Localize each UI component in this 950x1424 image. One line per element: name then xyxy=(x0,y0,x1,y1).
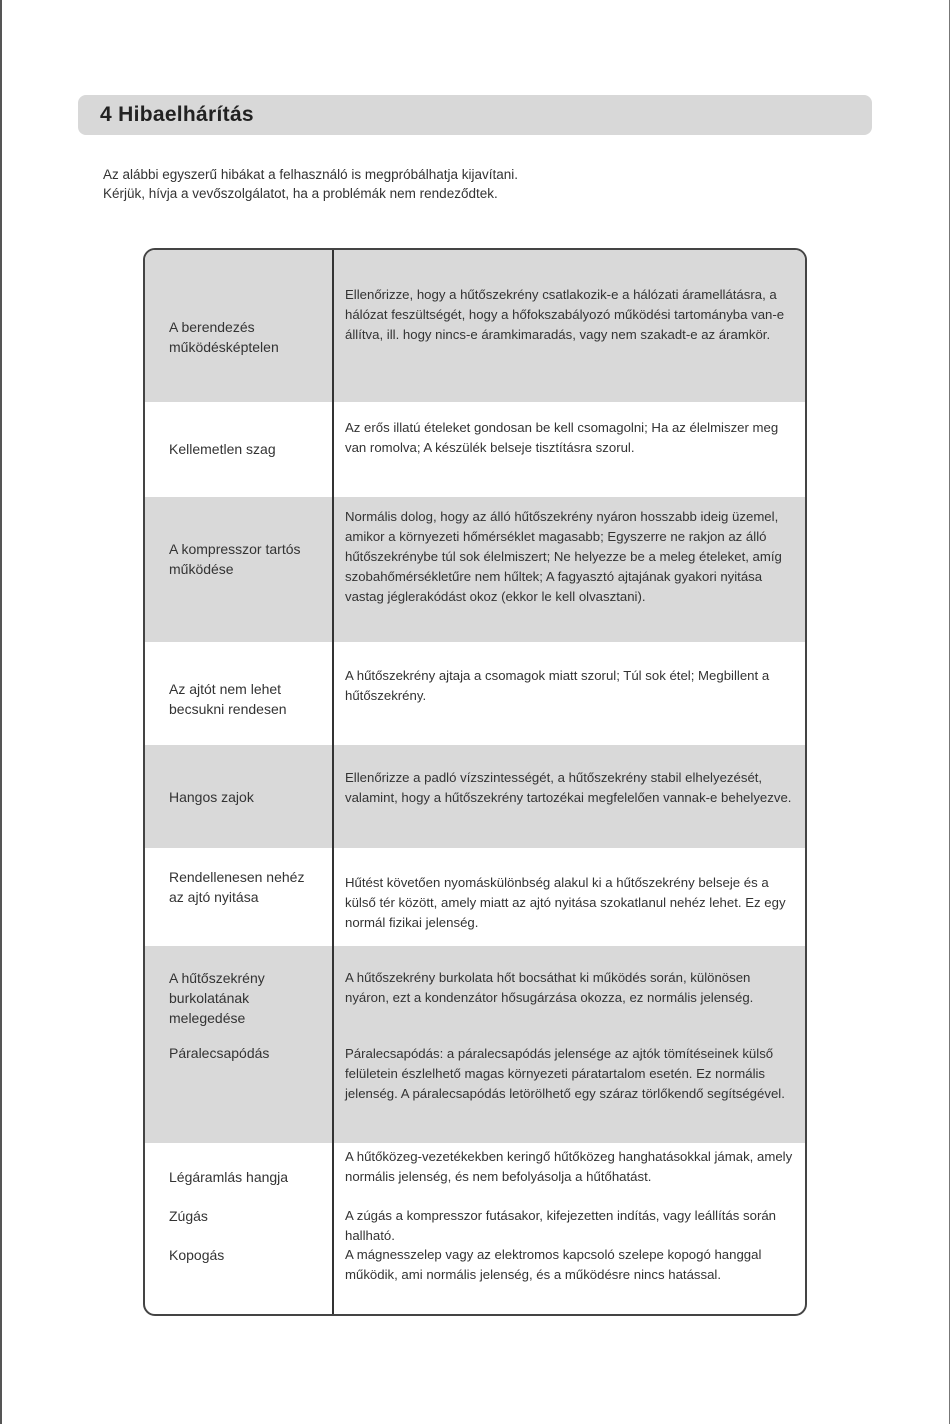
table-row xyxy=(145,497,805,642)
problem-cell: Az ajtót nem lehet becsukni rendesen xyxy=(169,681,287,717)
solution-cell: A hűtőszekrény ajtaja a csomagok miatt szorul; Túl sok étel; Megbillent a hűtőszekrény. xyxy=(345,668,770,703)
problem-cell: A hűtőszekrény burkolatának melegedése xyxy=(169,970,265,1026)
solution-cell: A mágnesszelep vagy az elektromos kapcsoló szelepe kopogó hanggal működik, ami normális jelenség, és a működésre nincs hatással. xyxy=(345,1247,762,1282)
problem-cell: Zúgás xyxy=(169,1208,208,1224)
problem-cell: Légáramlás hangja xyxy=(169,1169,289,1185)
problem-cell: A berendezés működésképtelen xyxy=(169,319,279,355)
problem-cell: Rendellenesen nehéz az ajtó nyitása xyxy=(169,869,305,905)
section-title: 4 Hibaelhárítás xyxy=(100,103,254,126)
solution-cell: A hűtőközeg-vezetékekben keringő hűtőközeg hanghatásokkal jámak, amely normális jelenség, és nem befolyásolja a hűtőhatást. xyxy=(345,1149,793,1184)
solution-cell: A zúgás a kompresszor futásakor, kifejezetten indítás, vagy leállítás során hallható. xyxy=(345,1208,777,1243)
table-row xyxy=(145,642,805,745)
table-row xyxy=(145,1143,805,1316)
solution-cell: Az erős illatú ételeket gondosan be kell csomagolni; Ha az élelmiszer meg van romolva; A készülék belseje tisztításra szorul. xyxy=(345,420,779,455)
section-header xyxy=(78,95,872,135)
page-frame-left xyxy=(0,0,2,1424)
intro-line-1: Az alábbi egyszerű hibákat a felhasználó is megpróbálhatja kijavítani. xyxy=(103,167,518,182)
solution-cell: Ellenőrizze a padló vízszintességét, a hűtőszekrény stabil elhelyezését, valamint, hogy a hűtőszekrény tartozékai megfelelően vannak-e behelyezve. xyxy=(345,770,792,805)
troubleshooting-table xyxy=(143,248,807,1316)
problem-cell: Páralecsapódás xyxy=(169,1045,270,1061)
solution-cell: Ellenőrizze, hogy a hűtőszekrény csatlakozik-e a hálózati áramellátásra, a hálózat feszültségét, hogy a hőfokszabályozó működési tartományba van-e állítva, ill. hogy nincs-e áramkimaradás, vagy nem szakadt-e az áramkör. xyxy=(345,287,785,342)
table-row xyxy=(145,250,805,402)
problem-cell: Kopogás xyxy=(169,1247,225,1263)
table-row xyxy=(145,745,805,848)
problem-cell: Kellemetlen szag xyxy=(169,441,276,457)
solution-cell: A hűtőszekrény burkolata hőt bocsáthat ki működés során, különösen nyáron, ezt a kondenzátor hősugárzása okozza, ez normális jelenség. xyxy=(345,970,754,1005)
intro-text xyxy=(103,165,803,203)
solution-cell: Normális dolog, hogy az álló hűtőszekrény nyáron hosszabb ideig üzemel, amikor a környezeti hőmérséklet magasabb; Egyszerre ne rakjon az álló hűtőszekrénybe túl sok élelmiszert; Ne helyezze be a meleg ételeket, amíg szobahőmérsékletűre nem hűltek; A fagyasztó ajtajának gyakori nyitása vastag jéglerakódást okoz (ekkor le kell olvasztani). xyxy=(345,509,782,604)
solution-cell: Hűtést követően nyomáskülönbség alakul ki a hűtőszekrény belseje és a külső tér között, amely miatt az ajtó nyitása szokatlanul nehéz lehet. Ez egy normál fizikai jelenség. xyxy=(345,875,786,930)
problem-cell: Hangos zajok xyxy=(169,789,254,805)
solution-cell: Páralecsapódás: a páralecsapódás jelensége az ajtók tömítéseinek külső felületein észlelhető magas környezeti páratartalom esetén. Ez normális jelenség. A páralecsapódás letörölhető egy száraz törlőkendő segítségével. xyxy=(345,1046,785,1101)
table-row xyxy=(145,946,805,1143)
problem-cell: A kompresszor tartós működése xyxy=(169,541,301,577)
intro-line-2: Kérjük, hívja a vevőszolgálatot, ha a problémák nem rendeződtek. xyxy=(103,186,498,201)
table-row xyxy=(145,402,805,497)
table-row xyxy=(145,848,805,946)
column-divider xyxy=(332,250,334,1314)
